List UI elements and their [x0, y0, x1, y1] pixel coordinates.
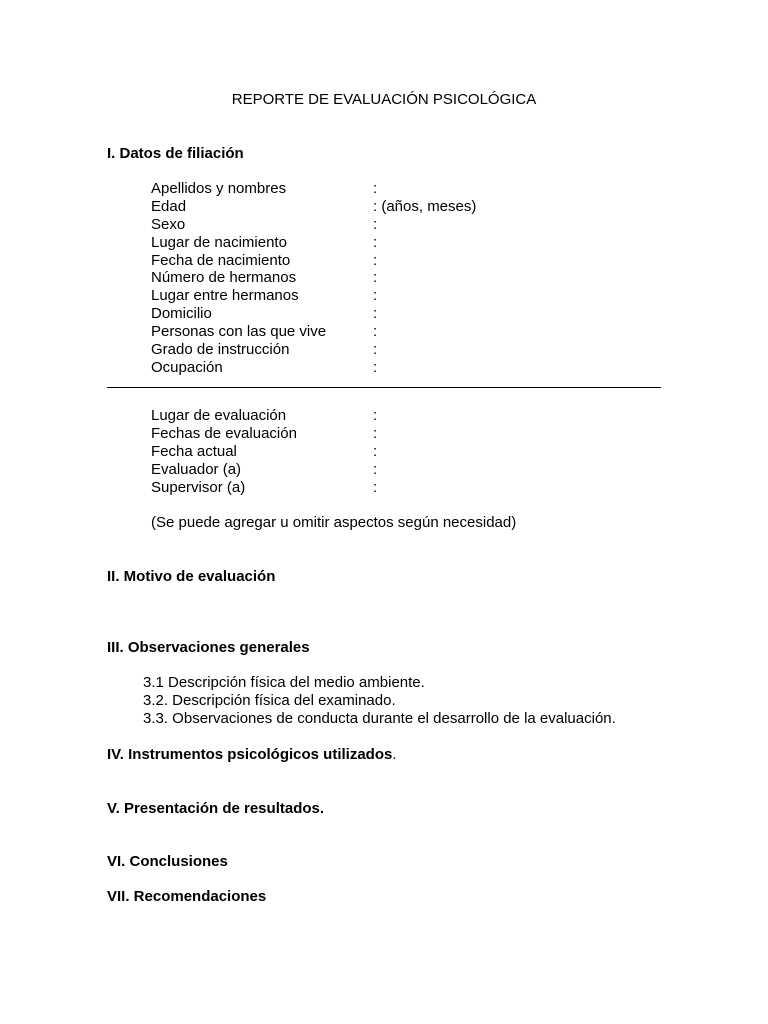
section-heading-datos: I. Datos de filiación — [107, 145, 244, 162]
section-heading-motivo: II. Motivo de evaluación — [107, 568, 276, 585]
list-item: 3.1 Descripción física del medio ambiente. — [143, 674, 425, 691]
field-row — [151, 425, 651, 443]
field-value: : — [373, 358, 378, 376]
field-row — [151, 234, 651, 252]
field-row — [151, 461, 651, 479]
section-heading-text: IV. Instrumentos psicológicos utilizados — [107, 746, 393, 763]
field-value: : — [373, 478, 378, 496]
field-row — [151, 305, 651, 323]
field-value: : — [373, 407, 378, 424]
section-heading-recomendaciones: VII. Recomendaciones — [107, 888, 267, 905]
field-label: Edad — [151, 197, 187, 215]
field-label: Ocupación — [151, 358, 223, 376]
field-value: : (años, meses) — [373, 197, 477, 215]
field-value: : — [373, 269, 378, 287]
field-label: Supervisor (a) — [151, 478, 246, 496]
field-label: Personas con las que vive — [151, 323, 327, 341]
field-value: : — [373, 323, 378, 341]
field-label: Lugar de evaluación — [151, 407, 287, 424]
evaluation-fields — [151, 407, 651, 496]
field-row — [151, 479, 651, 497]
field-row — [151, 252, 651, 270]
field-row — [151, 287, 651, 305]
observaciones-list — [143, 674, 616, 728]
field-value: : — [373, 251, 378, 269]
field-label: Fecha de nacimiento — [151, 251, 291, 269]
field-label: Número de hermanos — [151, 269, 297, 287]
field-row — [151, 443, 651, 461]
field-value: : — [373, 424, 378, 442]
field-label: Fecha actual — [151, 442, 237, 460]
field-row — [151, 341, 651, 359]
field-value: : — [373, 305, 378, 323]
field-value: : — [373, 233, 378, 251]
section-heading-instrumentos — [107, 745, 397, 765]
field-row — [151, 198, 651, 216]
field-label: Lugar de nacimiento — [151, 233, 287, 251]
field-row — [151, 407, 651, 425]
field-value: : — [373, 442, 378, 460]
section-heading-conclusiones: VI. Conclusiones — [107, 853, 228, 870]
field-row — [151, 216, 651, 234]
field-label: Fechas de evaluación — [151, 424, 297, 442]
section-heading-observaciones: III. Observaciones generales — [107, 639, 310, 656]
field-value: : — [373, 180, 378, 197]
heading-suffix: . — [392, 746, 397, 763]
field-label: Domicilio — [151, 305, 212, 323]
field-label: Lugar entre hermanos — [151, 287, 299, 305]
list-item: 3.2. Descripción física del examinado. — [143, 692, 396, 709]
field-label: Apellidos y nombres — [151, 180, 287, 197]
field-label: Sexo — [151, 215, 186, 233]
field-value: : — [373, 341, 378, 359]
field-value: : — [373, 215, 378, 233]
note-text: (Se puede agregar u omitir aspectos según necesidad) — [151, 514, 517, 531]
field-value: : — [373, 460, 378, 478]
field-row — [151, 269, 651, 287]
section-divider — [107, 387, 661, 388]
field-label: Grado de instrucción — [151, 341, 290, 359]
document-title: REPORTE DE EVALUACIÓN PSICOLÓGICA — [231, 91, 537, 108]
field-label: Evaluador (a) — [151, 460, 242, 478]
list-item: 3.3. Observaciones de conducta durante el desarrollo de la evaluación. — [143, 710, 616, 727]
field-row — [151, 180, 651, 198]
field-row — [151, 359, 651, 377]
personal-fields — [151, 180, 651, 377]
field-row — [151, 323, 651, 341]
field-value: : — [373, 287, 378, 305]
section-heading-resultados: V. Presentación de resultados. — [107, 800, 325, 817]
